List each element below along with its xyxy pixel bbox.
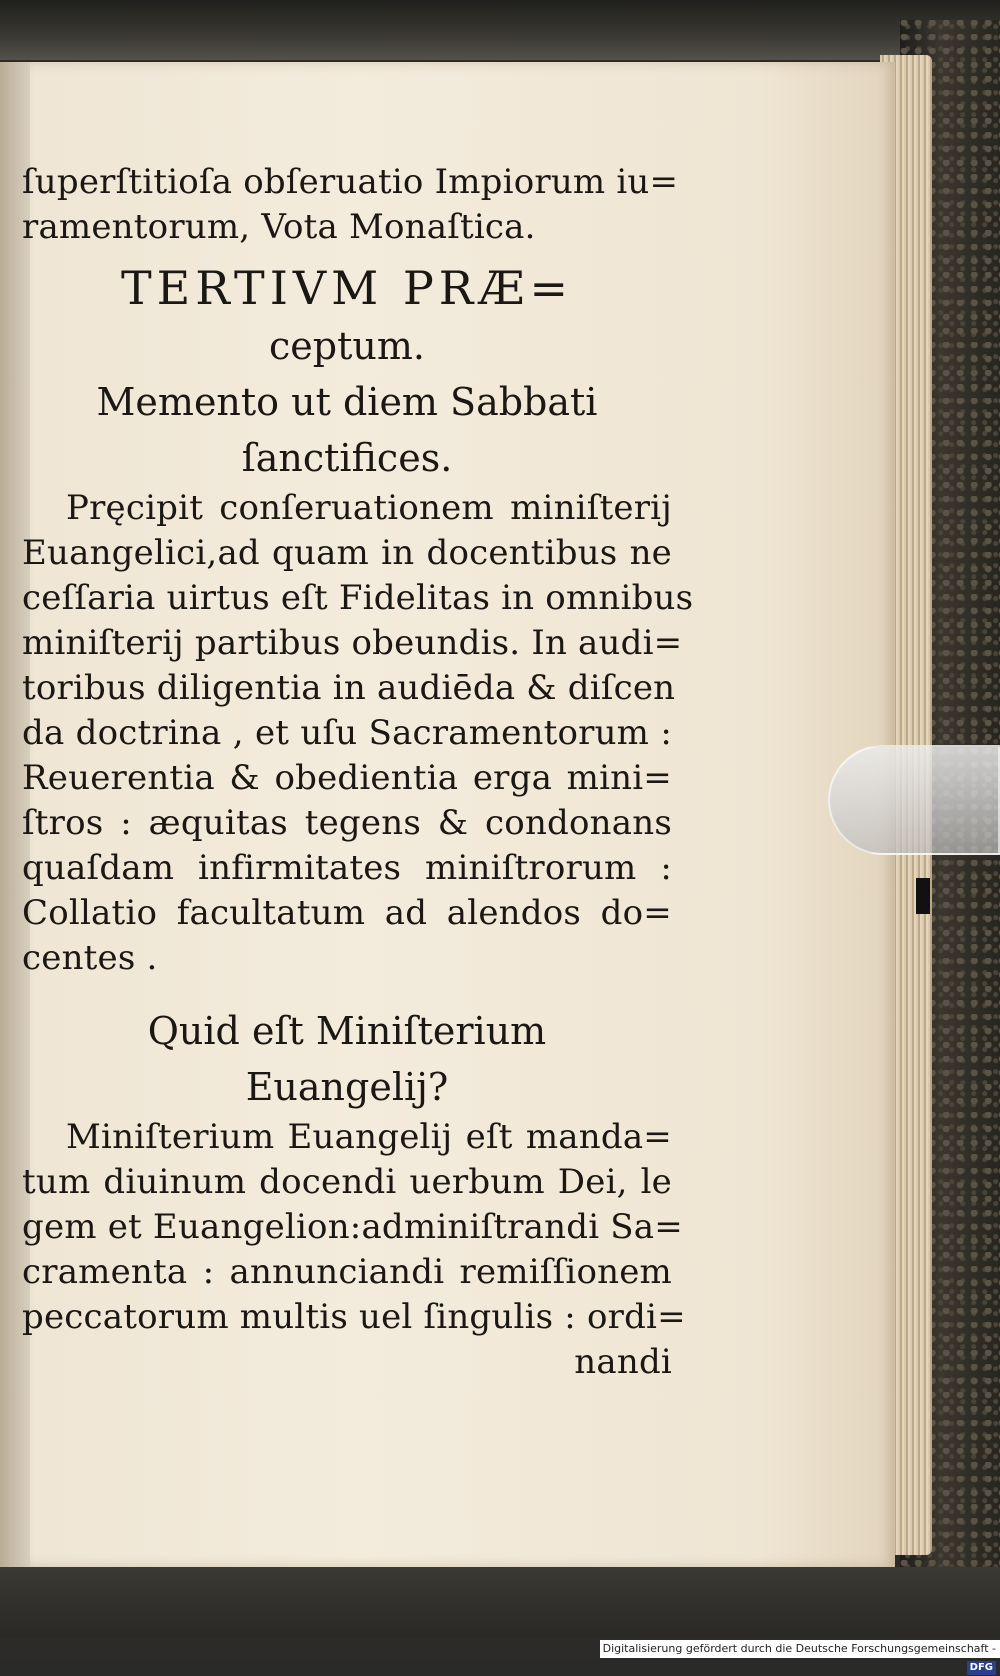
question-heading-continuation: Euangelij? bbox=[245, 1065, 449, 1109]
paragraph-line: peccatorum multis uel ſingulis : ordi= bbox=[22, 1297, 686, 1337]
page-clip bbox=[828, 745, 1000, 855]
footer-text: Digitalisierung gefördert durch die Deutsche Forschungsgemeinschaft - bbox=[602, 1642, 996, 1655]
commandment-heading: Memento ut diem Sabbati bbox=[96, 380, 598, 424]
section-heading-continuation: ceptum. bbox=[269, 324, 425, 368]
book-cover-top bbox=[0, 0, 1000, 60]
paragraph-line: Euangelici,ad quam in docentibus ne bbox=[22, 533, 672, 573]
paragraph-line: tum diuinum docendi uerbum Dei, le bbox=[22, 1162, 672, 1202]
question-heading: Quid eſt Miniſterium bbox=[147, 1009, 547, 1053]
paragraph-line: miniſterij partibus obeundis. In audi= bbox=[22, 623, 683, 663]
paragraph-line: ceſſaria uirtus eſt Fidelitas in omnibus bbox=[22, 578, 694, 618]
catchword: nandi bbox=[574, 1342, 672, 1382]
paragraph-line: Reuerentia & obedientia erga mini= bbox=[22, 758, 672, 798]
scan-bottom-border bbox=[0, 1567, 1000, 1637]
paragraph-line: cramenta : annunciandi remiſſionem bbox=[22, 1252, 672, 1292]
digitization-footer bbox=[600, 1640, 1000, 1673]
paragraph-line: da doctrina , et uſu Sacramentorum : bbox=[22, 713, 672, 753]
section-heading: TERTIVM PRÆ= bbox=[120, 261, 574, 315]
text-line: ſuperſtitioſa obſeruatio Impiorum iu= bbox=[22, 162, 679, 202]
paragraph-line: Miniſterium Euangelij eſt manda= bbox=[66, 1117, 672, 1157]
paragraph-line: gem et Euangelion:adminiſtrandi Sa= bbox=[22, 1207, 683, 1247]
paragraph-line: Pręcipit conſeruationem miniſterij bbox=[66, 488, 672, 528]
dfg-logo: DFG bbox=[967, 1661, 996, 1675]
text-line: ramentorum, Vota Monaſtica. bbox=[22, 207, 536, 247]
page-marker bbox=[916, 878, 930, 914]
paragraph-line: Collatio facultatum ad alendos do= bbox=[22, 893, 672, 933]
paragraph-line: toribus diligentia in audiēda & diſcen bbox=[22, 668, 676, 708]
paragraph-line: ſtros : æquitas tegens & condonans bbox=[22, 803, 672, 843]
printed-text bbox=[22, 160, 694, 1385]
paragraph-line: quaſdam infirmitates miniſtrorum : bbox=[22, 848, 672, 888]
commandment-heading-continuation: ſanctifices. bbox=[241, 436, 453, 480]
paragraph-line: centes . bbox=[22, 938, 158, 978]
